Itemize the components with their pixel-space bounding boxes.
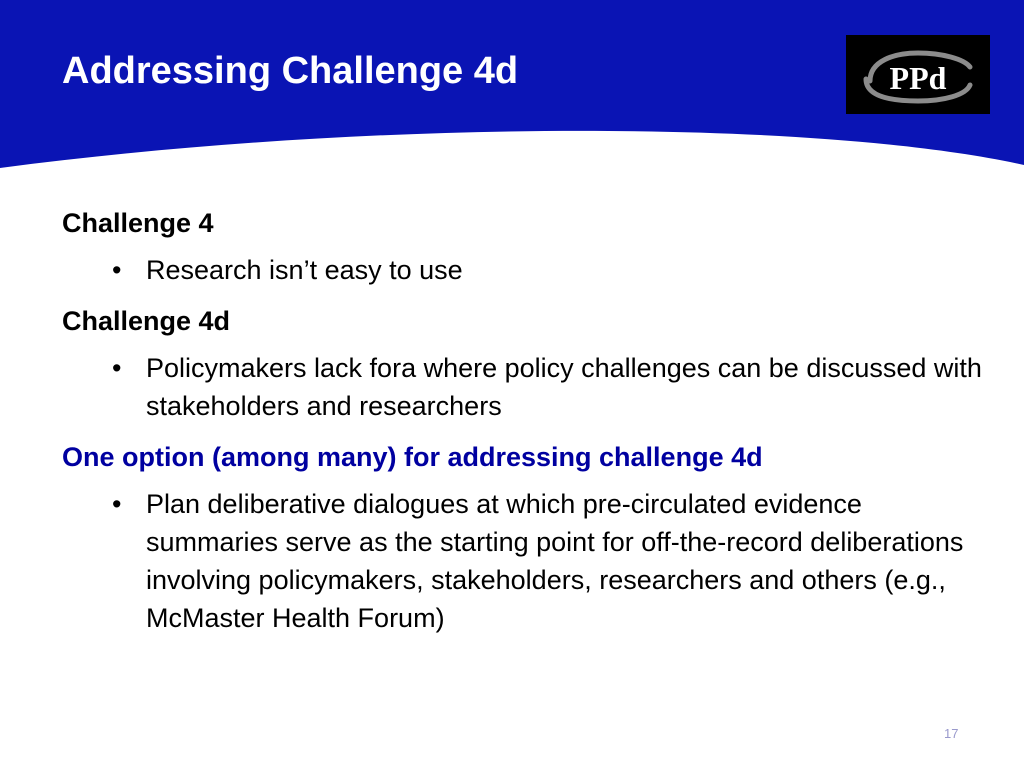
bullet-text: Research isn’t easy to use — [146, 255, 463, 285]
bullet-text: Policymakers lack fora where policy challenges can be discussed with stakeholders and researchers — [146, 353, 982, 421]
ppd-logo-icon — [846, 35, 990, 114]
ppd-logo — [846, 35, 990, 114]
bullet-item — [62, 251, 982, 289]
bullet-marker: • — [112, 255, 122, 285]
logo-text: PPd — [889, 60, 947, 96]
section-heading-option: One option (among many) for addressing challenge 4d — [62, 442, 763, 472]
slide-title: Addressing Challenge 4d — [62, 50, 519, 92]
bullet-marker: • — [112, 489, 122, 519]
bullet-text: Plan deliberative dialogues at which pre-circulated evidence summaries serve as the starting point for off-the-record deliberations involving policymakers, stakeholders, researchers and others (e.g., McMaster Health Forum) — [146, 489, 964, 633]
bullet-marker: • — [112, 353, 122, 383]
bullet-item — [62, 485, 982, 637]
section-heading-challenge-4: Challenge 4 — [62, 208, 214, 238]
bullet-item — [62, 349, 982, 425]
page-number: 17 — [944, 726, 959, 741]
slide-body — [62, 205, 982, 651]
section-heading-challenge-4d: Challenge 4d — [62, 306, 231, 336]
